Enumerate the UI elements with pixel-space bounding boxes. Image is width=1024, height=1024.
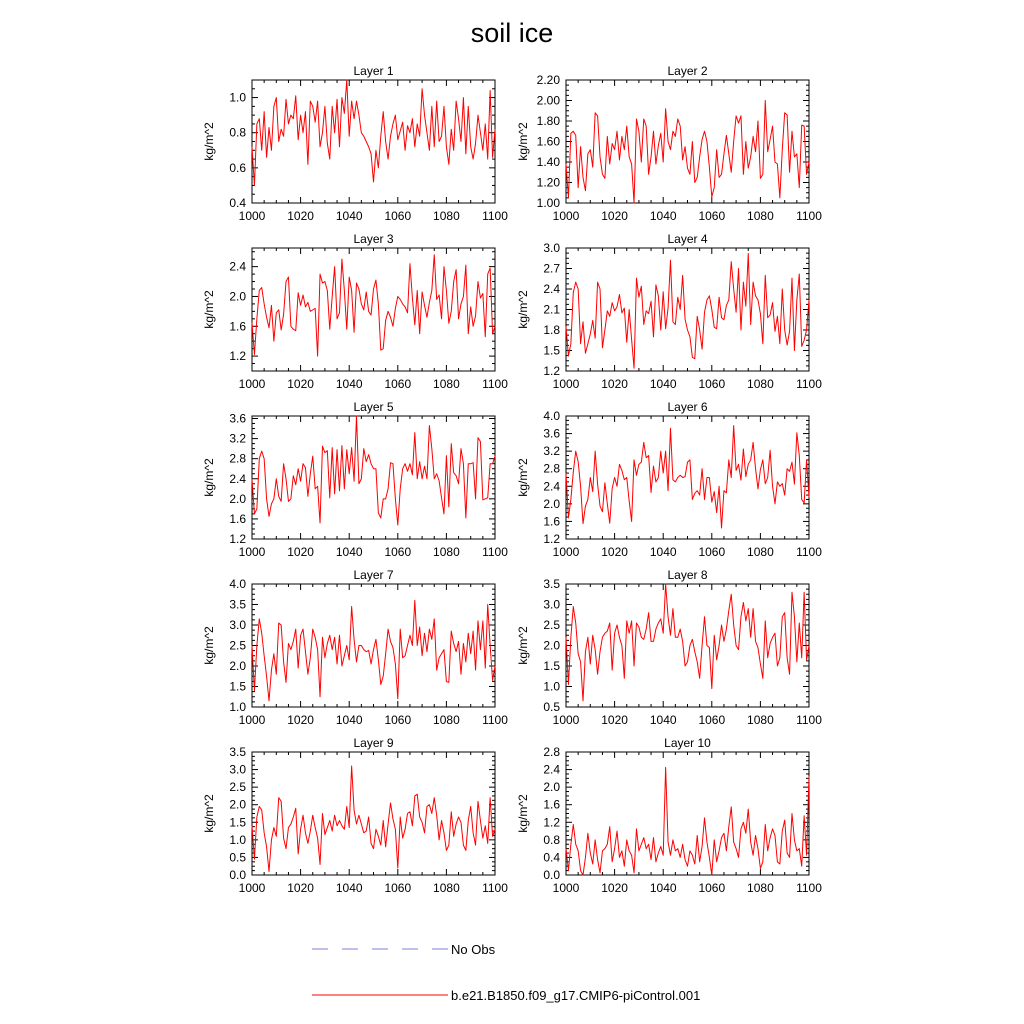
x-tick-label: 1080 [433, 881, 460, 895]
panel-layer-5 [202, 400, 508, 559]
y-tick-label: 1.5 [543, 659, 560, 673]
y-tick-label: 2.0 [229, 659, 246, 673]
x-tick-label: 1060 [698, 377, 726, 391]
y-tick-label: 1.0 [543, 679, 560, 694]
x-tick-label: 1080 [747, 209, 774, 223]
panel-title: Layer 7 [353, 568, 394, 582]
y-tick-label: 2.0 [543, 496, 560, 511]
y-axis-label: kg/m^2 [202, 122, 216, 161]
x-tick-label: 1040 [649, 377, 677, 391]
x-tick-label: 1060 [698, 881, 726, 895]
y-tick-label: 0.0 [229, 868, 246, 882]
data-series-line [566, 426, 809, 528]
x-tick-label: 1020 [601, 209, 628, 223]
x-tick-label: 1040 [335, 209, 363, 223]
y-tick-label: 3.2 [229, 431, 246, 446]
panel-title: Layer 6 [667, 400, 708, 414]
x-tick-label: 1000 [238, 209, 266, 223]
x-tick-label: 1000 [552, 881, 580, 895]
y-tick-label: 1.6 [229, 511, 246, 526]
y-tick-label: 2.8 [229, 451, 246, 466]
y-tick-label: 2.0 [229, 491, 246, 506]
y-tick-label: 1.60 [536, 134, 560, 149]
y-tick-label: 3.6 [229, 411, 246, 426]
x-tick-label: 1060 [384, 713, 412, 727]
data-series-line [252, 766, 495, 871]
x-tick-label: 1000 [552, 713, 580, 727]
y-tick-label: 1.6 [543, 797, 560, 812]
x-tick-label: 1040 [649, 713, 677, 727]
x-tick-label: 1040 [335, 713, 363, 727]
panel-layer-6 [516, 400, 822, 559]
y-tick-label: 0.4 [229, 196, 246, 210]
x-tick-label: 1100 [796, 881, 822, 895]
y-tick-label: 2.0 [543, 780, 560, 795]
plot-frame [252, 752, 495, 875]
y-tick-label: 2.4 [543, 762, 560, 777]
x-tick-label: 1060 [384, 881, 412, 895]
panel-title: Layer 4 [667, 232, 708, 246]
x-tick-label: 1080 [747, 377, 774, 391]
y-axis-label: kg/m^2 [202, 626, 216, 665]
x-tick-label: 1100 [796, 713, 822, 727]
y-axis-label: kg/m^2 [516, 458, 530, 497]
y-tick-label: 2.5 [229, 638, 246, 653]
x-tick-label: 1060 [698, 713, 726, 727]
y-tick-label: 1.2 [229, 349, 246, 364]
y-axis-label: kg/m^2 [516, 794, 530, 833]
x-tick-label: 1020 [601, 713, 628, 727]
data-series-line [252, 255, 495, 356]
figure-title: soil ice [470, 18, 554, 48]
x-tick-label: 1100 [796, 545, 822, 559]
x-tick-label: 1020 [287, 209, 314, 223]
x-tick-label: 1060 [698, 545, 726, 559]
y-tick-label: 2.1 [543, 302, 560, 317]
x-tick-label: 1000 [238, 713, 266, 727]
plot-frame [566, 752, 809, 875]
x-tick-label: 1100 [482, 545, 508, 559]
x-tick-label: 1040 [335, 377, 363, 391]
y-tick-label: 2.8 [543, 461, 560, 476]
y-tick-label: 1.6 [229, 319, 246, 334]
y-tick-label: 2.4 [229, 471, 246, 486]
legend [312, 942, 700, 1003]
y-tick-label: 2.7 [543, 261, 560, 276]
x-tick-label: 1080 [433, 377, 460, 391]
data-series-line [566, 101, 809, 204]
y-tick-label: 1.40 [536, 155, 560, 169]
x-tick-label: 1100 [482, 713, 508, 727]
y-tick-label: 2.4 [543, 282, 560, 296]
data-series-line [252, 80, 495, 185]
y-tick-label: 3.0 [229, 762, 246, 777]
data-series-line [252, 416, 495, 525]
y-tick-label: 3.0 [543, 241, 560, 255]
y-axis-label: kg/m^2 [202, 290, 216, 329]
x-tick-label: 1020 [287, 545, 314, 559]
x-tick-label: 1080 [433, 545, 460, 559]
panel-layer-3 [202, 232, 508, 391]
y-tick-label: 2.4 [543, 479, 560, 494]
y-tick-label: 4.0 [229, 577, 246, 591]
plot-frame [566, 80, 809, 203]
y-tick-label: 2.00 [536, 93, 560, 108]
y-tick-label: 1.2 [543, 532, 560, 546]
legend-no-obs-label: No Obs [451, 942, 496, 957]
x-tick-label: 1040 [335, 545, 363, 559]
panel-layer-9 [202, 736, 508, 895]
x-tick-label: 1100 [796, 209, 822, 223]
data-series-line [566, 767, 809, 875]
y-tick-label: 0.4 [543, 850, 560, 865]
x-tick-label: 1080 [433, 713, 460, 727]
y-tick-label: 1.20 [536, 175, 560, 190]
x-tick-label: 1060 [384, 545, 412, 559]
panel-layer-7 [202, 568, 508, 727]
x-tick-label: 1080 [747, 881, 774, 895]
y-tick-label: 3.0 [543, 597, 560, 612]
y-tick-label: 2.5 [543, 618, 560, 632]
y-tick-label: 3.6 [543, 426, 560, 441]
x-tick-label: 1080 [747, 713, 774, 727]
x-tick-label: 1060 [384, 209, 412, 223]
x-tick-label: 1020 [287, 377, 314, 391]
y-tick-label: 0.0 [543, 868, 560, 882]
panel-title: Layer 8 [667, 568, 708, 582]
y-tick-label: 0.5 [229, 850, 246, 865]
y-tick-label: 2.20 [536, 73, 560, 87]
x-tick-label: 1020 [287, 713, 314, 727]
panel-layer-4 [516, 232, 822, 391]
x-tick-label: 1020 [601, 377, 628, 391]
x-tick-label: 1100 [482, 881, 508, 895]
x-tick-label: 1080 [433, 209, 460, 223]
y-tick-label: 4.0 [543, 409, 560, 423]
legend-model-label: b.e21.B1850.f09_g17.CMIP6-piControl.001 [451, 988, 701, 1003]
plot-frame [566, 584, 809, 707]
panel-layer-10 [516, 736, 822, 895]
y-tick-label: 1.0 [229, 832, 246, 847]
y-tick-label: 0.8 [543, 832, 560, 847]
plot-frame [566, 248, 809, 371]
plot-frame [566, 416, 809, 539]
x-tick-label: 1020 [601, 545, 628, 559]
x-tick-label: 1040 [649, 545, 677, 559]
y-tick-label: 1.8 [543, 323, 560, 337]
panel-layer-1 [202, 64, 508, 223]
x-tick-label: 1040 [649, 209, 677, 223]
y-tick-label: 2.0 [229, 289, 246, 304]
y-tick-label: 1.80 [536, 114, 560, 128]
y-tick-label: 1.0 [229, 700, 246, 714]
y-tick-label: 1.2 [543, 364, 560, 378]
x-tick-label: 1080 [747, 545, 774, 559]
x-tick-label: 1020 [601, 881, 628, 895]
x-tick-label: 1040 [335, 881, 363, 895]
y-tick-label: 1.6 [543, 514, 560, 529]
data-series-line [566, 253, 809, 368]
y-tick-label: 1.2 [543, 815, 560, 830]
panel-title: Layer 2 [667, 64, 708, 78]
panel-title: Layer 1 [353, 64, 394, 78]
plot-frame [252, 80, 495, 203]
y-tick-label: 0.6 [229, 160, 246, 175]
panel-title: Layer 9 [353, 736, 394, 750]
y-axis-label: kg/m^2 [516, 626, 530, 665]
panel-title: Layer 10 [664, 736, 711, 750]
y-tick-label: 3.5 [229, 745, 246, 759]
y-tick-label: 0.8 [229, 125, 246, 140]
y-tick-label: 2.0 [229, 797, 246, 812]
x-tick-label: 1060 [698, 209, 726, 223]
y-tick-label: 2.0 [543, 638, 560, 653]
y-axis-label: kg/m^2 [202, 794, 216, 833]
x-tick-label: 1100 [482, 209, 508, 223]
y-axis-label: kg/m^2 [202, 458, 216, 497]
y-tick-label: 0.5 [543, 700, 560, 714]
x-tick-label: 1100 [796, 377, 822, 391]
y-tick-label: 3.0 [229, 618, 246, 632]
data-series-line [566, 584, 809, 701]
x-tick-label: 1000 [238, 881, 266, 895]
y-tick-label: 1.2 [229, 532, 246, 546]
x-tick-label: 1000 [552, 377, 580, 391]
panel-title: Layer 3 [353, 232, 394, 246]
y-tick-label: 3.2 [543, 444, 560, 459]
y-tick-label: 1.00 [536, 196, 560, 210]
y-tick-label: 2.5 [229, 780, 246, 795]
x-tick-label: 1000 [238, 545, 266, 559]
y-tick-label: 1.5 [543, 343, 560, 358]
y-tick-label: 3.5 [229, 597, 246, 612]
panel-title: Layer 5 [353, 400, 394, 414]
y-tick-label: 2.8 [543, 745, 560, 759]
x-tick-label: 1040 [649, 881, 677, 895]
y-tick-label: 1.5 [229, 679, 246, 694]
data-series-line [252, 600, 495, 700]
x-tick-label: 1060 [384, 377, 412, 391]
x-tick-label: 1000 [238, 377, 266, 391]
y-axis-label: kg/m^2 [516, 122, 530, 161]
y-axis-label: kg/m^2 [516, 290, 530, 329]
x-tick-label: 1100 [482, 377, 508, 391]
panel-layer-8 [516, 568, 822, 727]
panel-layer-2 [516, 64, 822, 223]
x-tick-label: 1000 [552, 209, 580, 223]
x-tick-label: 1020 [287, 881, 314, 895]
y-tick-label: 2.4 [229, 259, 246, 274]
y-tick-label: 1.0 [229, 90, 246, 105]
y-tick-label: 1.5 [229, 815, 246, 830]
x-tick-label: 1000 [552, 545, 580, 559]
y-tick-label: 3.5 [543, 577, 560, 591]
panels [202, 64, 822, 895]
